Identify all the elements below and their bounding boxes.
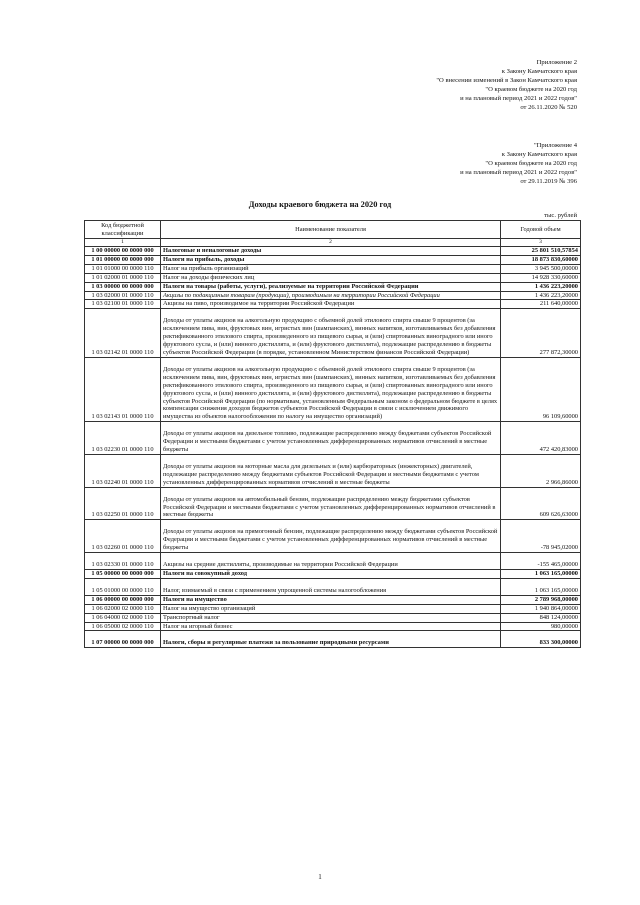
row-amount: 25 801 510,57854 — [501, 247, 581, 256]
header-number: 2 — [161, 239, 501, 247]
row-code: 1 03 02000 01 0000 110 — [85, 291, 161, 300]
row-name: Доходы от уплаты акцизов на алкогольную продукцию с объемной долей этилового спирта свыше 9 процентов (за исключением пива, вин, фруктовых вин, игристых вин (шампанских), винных напитков, изготавливаемых без добавления ректификованного этилового спирта, произведенного из пищевого сырья, и (или) спиртованных виноградного или иного фруктового сусла, и (или) винного дистиллята, и (или) фруктового дистиллята), подлежащие распределению в бюджеты субъектов Российской Федерации (в порядке, установленном Министерством финансов Российской Федерации) — [161, 309, 501, 358]
header-code: Код бюджетной классификации — [85, 221, 161, 239]
row-code: 1 06 05000 02 0000 110 — [85, 622, 161, 631]
header-number: 1 — [85, 239, 161, 247]
row-name: Доходы от уплаты акцизов на алкогольную продукцию с объемной долей этилового спирта свыше 9 процентов (за исключением пива, вин, фруктовых вин, игристых вин (шампанских), винных напитков, изготавливаемых без добавления ректификованного этилового спирта, произведенного из пищевого сырья, и (или) спиртованных виноградного или иного фруктового сусла, и (или) винного дистиллята, и (или) фруктового дистиллята), подлежащие распределению в бюджеты субъектов Российской Федерации (по нормативам, установленным Федеральным законом о федеральном бюджете в целях компенсации снижения доходов бюджетов субъектов Российской Федерации в связи с исключением движимого имущества из объектов налогообложения по налогу на имущество организаций) — [161, 357, 501, 421]
appendix-line: "Приложение 4 — [533, 142, 577, 149]
page-number: 1 — [318, 873, 322, 881]
row-code: 1 03 02142 01 0000 110 — [85, 309, 161, 358]
row-code: 1 03 02143 01 0000 110 — [85, 357, 161, 421]
table-row — [85, 553, 581, 570]
row-name: Налоги, сборы и регулярные платежи за пользование природными ресурсами — [161, 631, 501, 648]
row-amount: 211 640,00000 — [501, 300, 581, 309]
row-amount: 18 873 830,60000 — [501, 255, 581, 264]
row-name: Налог на доходы физических лиц — [161, 273, 501, 282]
table-row — [85, 487, 581, 520]
row-amount: 3 945 500,00000 — [501, 264, 581, 273]
row-amount: 1 436 223,20000 — [501, 282, 581, 291]
row-name: Налоги на совокупный доход — [161, 570, 501, 579]
row-code: 1 05 01000 00 0000 110 — [85, 578, 161, 595]
table-row — [85, 309, 581, 358]
table-row — [85, 422, 581, 455]
row-code: 1 06 04000 02 0000 110 — [85, 613, 161, 622]
row-name: Доходы от уплаты акцизов на дизельное топливо, подлежащие распределению между бюджетами субъектов Российской Федерации и местными бюджетами с учетом установленных дифференцированных нормативов отчислений в местные бюджеты — [161, 422, 501, 455]
table-body — [85, 247, 581, 648]
table-row — [85, 631, 581, 648]
document-title: Доходы краевого бюджета на 2020 год — [248, 200, 392, 209]
row-name: Налог на прибыль организаций — [161, 264, 501, 273]
row-amount: 1 063 165,00000 — [501, 578, 581, 595]
table-row — [85, 255, 581, 264]
row-code: 1 05 00000 00 0000 000 — [85, 570, 161, 579]
table-row — [85, 604, 581, 613]
appendix-line: к Закону Камчатского края — [501, 150, 577, 158]
table-row — [85, 282, 581, 291]
row-amount: -155 465,00000 — [501, 553, 581, 570]
table-row — [85, 247, 581, 256]
row-code: 1 00 00000 00 0000 000 — [85, 247, 161, 256]
row-amount: 2 789 968,00000 — [501, 595, 581, 604]
appendix-line: и на плановый период 2021 и 2022 годов" — [460, 168, 577, 176]
row-code: 1 03 02240 01 0000 110 — [85, 454, 161, 487]
row-code: 1 03 02100 01 0000 110 — [85, 300, 161, 309]
header-amount: Годовой объем — [501, 221, 581, 239]
table-row — [85, 520, 581, 553]
appendix-line: от 26.11.2020 № 520 — [520, 103, 577, 111]
table-number-row — [85, 239, 581, 247]
table-row — [85, 595, 581, 604]
table-row — [85, 291, 581, 300]
row-name: Доходы от уплаты акцизов на моторные масла для дизельных и (или) карбюраторных (инжекторных) двигателей, подлежащие распределению между бюджетами субъектов Российской Федерации и местными бюджетами с учетом установленных дифференцированных нормативов отчислений в местные бюджеты — [161, 454, 501, 487]
table-row — [85, 622, 581, 631]
row-code: 1 03 02230 01 0000 110 — [85, 422, 161, 455]
table-row — [85, 300, 581, 309]
row-name: Акцизы на средние дистилляты, производимые на территории Российской Федерации — [161, 553, 501, 570]
row-amount: -78 945,02000 — [501, 520, 581, 553]
row-amount: 833 300,00000 — [501, 631, 581, 648]
appendix-line: от 29.11.2019 № 396 — [520, 177, 577, 185]
table-row — [85, 613, 581, 622]
row-amount: 1 063 165,00000 — [501, 570, 581, 579]
appendix-line: "О краевом бюджете на 2020 год — [485, 85, 577, 93]
row-code: 1 03 02260 01 0000 110 — [85, 520, 161, 553]
row-code: 1 01 02000 01 0000 110 — [85, 273, 161, 282]
row-code: 1 06 00000 00 0000 000 — [85, 595, 161, 604]
row-amount: 472 420,83000 — [501, 422, 581, 455]
row-code: 1 01 00000 00 0000 000 — [85, 255, 161, 264]
row-code: 1 01 01000 00 0000 110 — [85, 264, 161, 273]
row-name: Акцизы по подакцизным товарам (продукции), производимым на территории Российской Федерации — [161, 291, 501, 300]
row-code: 1 03 02330 01 0000 110 — [85, 553, 161, 570]
row-amount: 609 626,63000 — [501, 487, 581, 520]
table-row — [85, 454, 581, 487]
row-amount: 277 872,30000 — [501, 309, 581, 358]
row-name: Налоги на прибыль, доходы — [161, 255, 501, 264]
row-amount: 2 966,86000 — [501, 454, 581, 487]
appendix-line: Приложение 2 — [536, 59, 577, 66]
unit-label: тыс. рублей — [544, 212, 577, 219]
table-row — [85, 273, 581, 282]
table-header-row — [85, 221, 581, 239]
table-row — [85, 264, 581, 273]
row-amount: 980,00000 — [501, 622, 581, 631]
row-name: Налоги на товары (работы, услуги), реализуемые на территории Российской Федерации — [161, 282, 501, 291]
row-code: 1 06 02000 02 0000 110 — [85, 604, 161, 613]
row-amount: 1 436 223,20000 — [501, 291, 581, 300]
appendix-line: "О внесении изменений в Закон Камчатского края — [436, 76, 577, 84]
appendix-4-header — [460, 142, 577, 187]
table-row — [85, 357, 581, 421]
header-number: 3 — [501, 239, 581, 247]
row-name: Налог, взимаемый в связи с применением упрощенной системы налогообложения — [161, 578, 501, 595]
row-code: 1 03 02250 01 0000 110 — [85, 487, 161, 520]
row-name: Налог на игорный бизнес — [161, 622, 501, 631]
revenue-table — [84, 220, 581, 648]
row-code: 1 07 00000 00 0000 000 — [85, 631, 161, 648]
row-name: Акцизы на пиво, производимое на территории Российской Федерации — [161, 300, 501, 309]
row-code: 1 03 00000 00 0000 000 — [85, 282, 161, 291]
appendix-line: "О краевом бюджете на 2020 год — [485, 159, 577, 167]
header-name: Наименование показателя — [161, 221, 501, 239]
appendix-line: и на плановый период 2021 и 2022 годов" — [460, 94, 577, 102]
row-name: Доходы от уплаты акцизов на прямогонный бензин, подлежащие распределению между бюджетами субъектов Российской Федерации и местными бюджетами с учетом установленных дифференцированных нормативов отчислений в местные бюджеты — [161, 520, 501, 553]
row-name: Налог на имущество организаций — [161, 604, 501, 613]
table-row — [85, 570, 581, 579]
row-amount: 96 109,60000 — [501, 357, 581, 421]
appendix-2-header — [436, 59, 577, 112]
row-amount: 14 928 330,60000 — [501, 273, 581, 282]
row-amount: 848 124,00000 — [501, 613, 581, 622]
appendix-line: к Закону Камчатского края — [501, 67, 577, 75]
row-name: Налоговые и неналоговые доходы — [161, 247, 501, 256]
table-row — [85, 578, 581, 595]
row-amount: 1 940 864,00000 — [501, 604, 581, 613]
row-name: Транспортный налог — [161, 613, 501, 622]
row-name: Налоги на имущество — [161, 595, 501, 604]
row-name: Доходы от уплаты акцизов на автомобильный бензин, подлежащие распределению между бюджетами субъектов Российской Федерации и местными бюджетами с учетом установленных дифференцированных нормативов отчислений в местные бюджеты — [161, 487, 501, 520]
